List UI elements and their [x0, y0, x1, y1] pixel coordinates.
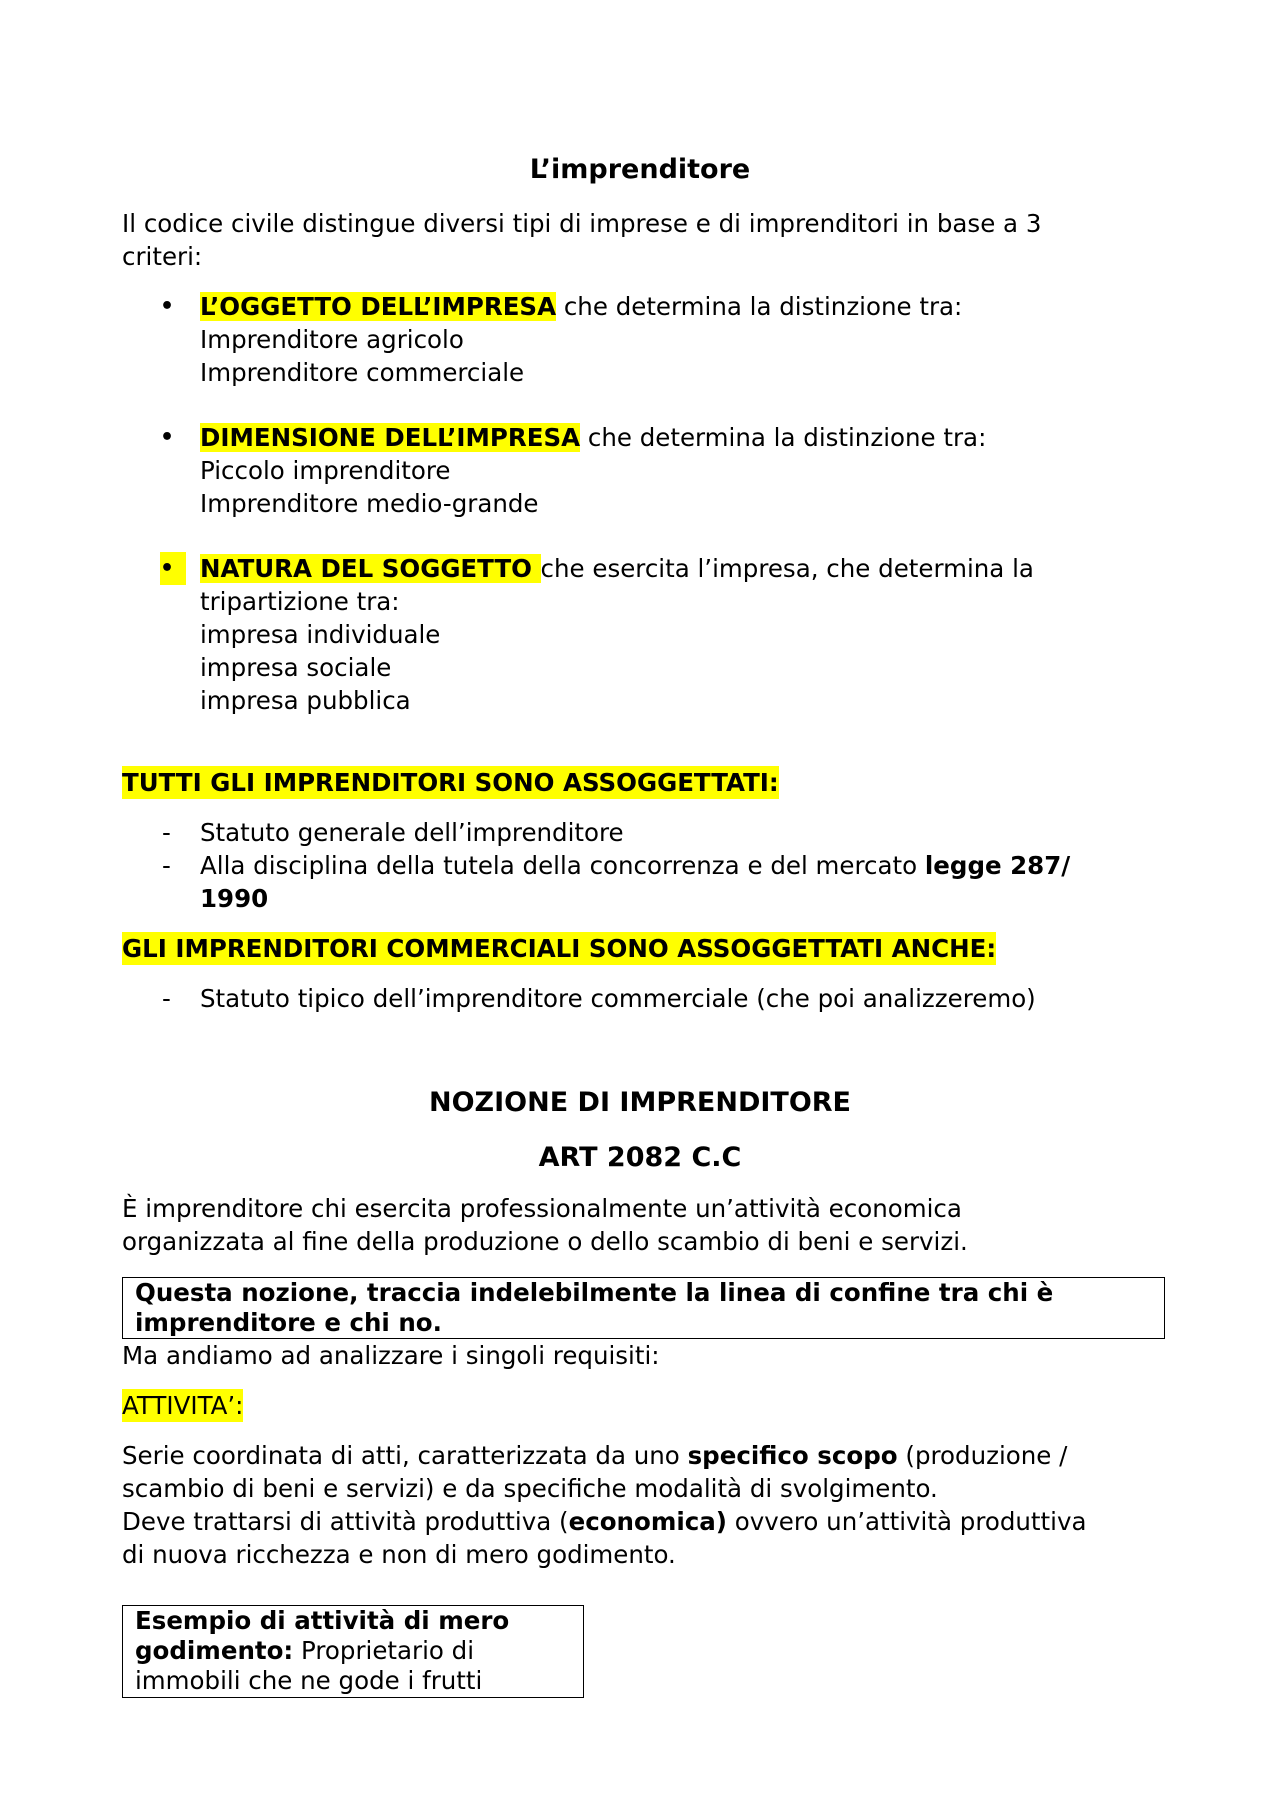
intro-line-2: criteri: — [122, 242, 203, 271]
definition-line-2: organizzata al fine della produzione o dello scambio di beni e servizi. — [122, 1227, 968, 1256]
criterion-3-item: impresa sociale — [200, 653, 392, 682]
criterion-1-label: L’OGGETTO DELL’IMPRESA — [200, 292, 557, 321]
criterion-1-item: Imprenditore agricolo — [200, 325, 464, 354]
criterion-2-item: Piccolo imprenditore — [200, 456, 451, 485]
bullet-icon: • — [160, 552, 186, 585]
activity-bold: specifico scopo — [687, 1441, 898, 1470]
criterion-1 — [200, 290, 962, 323]
all-entrepreneurs-heading: TUTTI GLI IMPRENDITORI SONO ASSOGGETTATI: — [122, 768, 779, 797]
criterion-3-label: NATURA DEL SOGGETTO — [200, 554, 541, 583]
all-item-2 — [200, 849, 1070, 882]
commercial-heading: GLI IMPRENDITORI COMMERCIALI SONO ASSOGGETTATI ANCHE: — [122, 934, 997, 963]
activity-line-2: scambio di beni e servizi) e da specifiche modalità di svolgimento. — [122, 1474, 938, 1503]
example-box-line-3: immobili che ne gode i frutti — [135, 1666, 483, 1695]
article-heading: ART 2082 C.C — [538, 1142, 742, 1173]
page-title: L’imprenditore — [529, 154, 751, 185]
all-item-2-law: legge 287/ — [924, 851, 1071, 880]
criterion-1-item: Imprenditore commerciale — [200, 358, 525, 387]
activity-text: Serie coordinata di atti, caratterizzata da uno — [122, 1441, 688, 1470]
example-box — [122, 1605, 584, 1698]
notion-box-line-2: imprenditore e chi no. — [135, 1308, 442, 1337]
all-item-2-text: Alla disciplina della tutela della concorrenza e del mercato — [200, 851, 925, 880]
dash-marker: - — [162, 818, 171, 847]
activity-text: ovvero un’attività produttiva — [727, 1507, 1087, 1536]
example-box-bold: godimento: — [135, 1636, 294, 1665]
criterion-3-item: impresa individuale — [200, 620, 441, 649]
criterion-2-rest: che determina la distinzione tra: — [580, 423, 987, 452]
criterion-2-label: DIMENSIONE DELL’IMPRESA — [200, 423, 581, 452]
activity-line-3 — [122, 1505, 1086, 1538]
example-box-text: Proprietario di — [293, 1636, 475, 1665]
definition-line-1: È imprenditore chi esercita professionalmente un’attività economica — [122, 1194, 962, 1223]
all-item-1: Statuto generale dell’imprenditore — [200, 818, 624, 847]
notion-box — [122, 1277, 1165, 1339]
criterion-3-item: tripartizione tra: — [200, 587, 400, 616]
all-item-2-law-year: 1990 — [200, 884, 269, 913]
activity-line-1 — [122, 1439, 1067, 1472]
intro-line-1: Il codice civile distingue diversi tipi di imprese e di imprenditori in base a 3 — [122, 209, 1042, 238]
notion-heading: NOZIONE DI IMPRENDITORE — [428, 1087, 852, 1118]
example-box-line-2 — [135, 1636, 571, 1666]
activity-line-4: di nuova ricchezza e non di mero godimento. — [122, 1540, 676, 1569]
criterion-2-item: Imprenditore medio-grande — [200, 489, 539, 518]
bullet-icon: • — [160, 425, 175, 450]
bullet-icon: • — [160, 294, 175, 319]
dash-marker: - — [162, 984, 171, 1013]
criterion-1-rest: che determina la distinzione tra: — [556, 292, 963, 321]
requisites-text: Ma andiamo ad analizzare i singoli requisiti: — [122, 1341, 660, 1370]
activity-heading: ATTIVITA’: — [122, 1391, 244, 1420]
dash-marker: - — [162, 851, 171, 880]
notion-box-line-1: Questa nozione, traccia indelebilmente la linea di confine tra chi è — [135, 1278, 1054, 1307]
criterion-2 — [200, 421, 986, 454]
example-box-line-1: Esempio di attività di mero — [135, 1606, 510, 1635]
criterion-3-rest: che esercita l’impresa, che determina la — [540, 554, 1034, 583]
criterion-3-item: impresa pubblica — [200, 686, 411, 715]
criterion-3 — [200, 552, 1034, 585]
commercial-item: Statuto tipico dell’imprenditore commerciale (che poi analizzeremo) — [200, 984, 1036, 1013]
activity-text: (produzione / — [897, 1441, 1068, 1470]
activity-bold: economica) — [568, 1507, 728, 1536]
activity-text: Deve trattarsi di attività produttiva ( — [122, 1507, 569, 1536]
